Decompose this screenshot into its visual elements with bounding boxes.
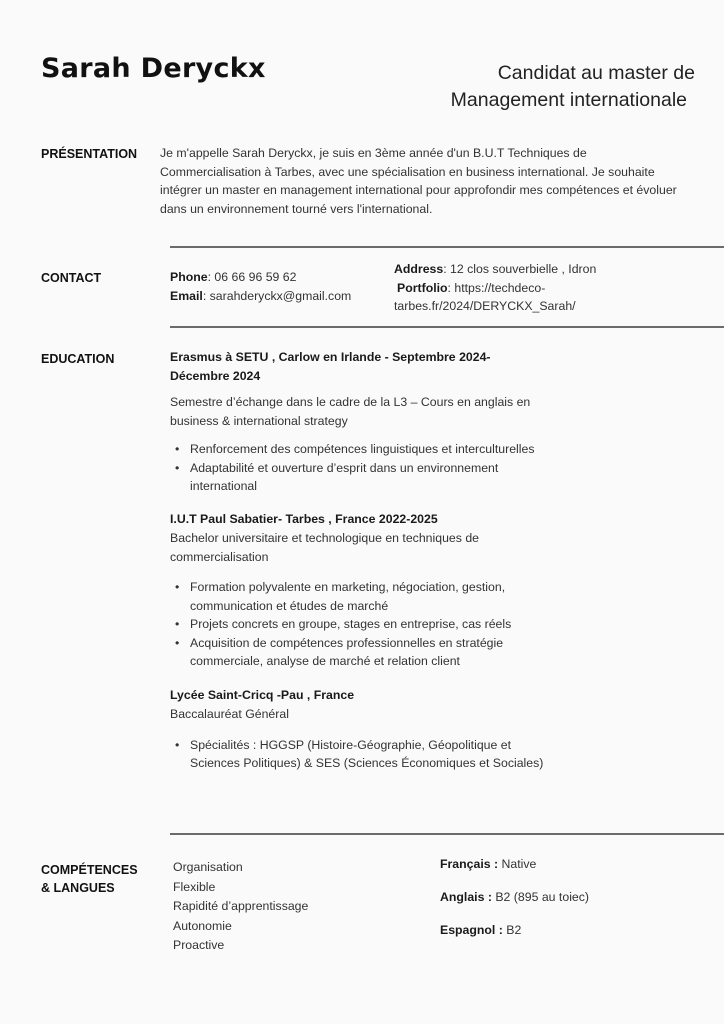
section-label-presentation: PRÉSENTATION: [41, 147, 138, 161]
address-row: [394, 260, 609, 279]
portfolio-row: [394, 279, 609, 316]
skills-label-line-1: COMPÉTENCES: [41, 863, 138, 877]
language-level: B2 (895 au toiec): [491, 890, 590, 904]
role-line-2: Management internationale: [450, 89, 687, 111]
education-entry-title: I.U.T Paul Sabatier- Tarbes , France 2022-2025: [170, 511, 438, 526]
portfolio-link[interactable]: : https://techdeco-tarbes.fr/2024/DERYCKX_Sarah/: [394, 280, 576, 313]
section-label-education: EDUCATION: [41, 352, 115, 366]
target-role: [451, 60, 695, 114]
bullet-item: • Projets concrets en groupe, stages en entreprise, cas réels: [190, 615, 545, 634]
language-level: Native: [498, 857, 537, 871]
skill-item: Flexible: [173, 879, 216, 894]
phone-label: Phone: [170, 270, 208, 284]
education-list: [170, 348, 545, 773]
education-entry-title: Lycée Saint-Cricq -Pau , France: [170, 687, 355, 702]
skill-item: Proactive: [173, 938, 225, 952]
bullet-item: • Acquisition de compétences professionnelles en stratégie commerciale, analyse de marché et relation client: [190, 634, 545, 671]
skill-item: Organisation: [173, 860, 243, 874]
education-entry-bullets: [170, 440, 545, 496]
portfolio-label: Portfolio: [397, 280, 448, 295]
skill-item: Rapidité d’apprentissage: [173, 899, 309, 913]
role-line-1: Candidat au master de: [497, 62, 695, 84]
language-level: B2: [502, 923, 522, 937]
education-entry-bullets: [170, 736, 545, 773]
section-label-contact: CONTACT: [41, 271, 102, 285]
phone-value: : 06 66 96 59 62: [207, 270, 297, 284]
divider: [170, 326, 724, 328]
divider: [170, 833, 724, 835]
contact-right: [394, 260, 609, 316]
presentation-text: Je m'appelle Sarah Deryckx, je suis en 3ème année d'un B.U.T Techniques de Commercialisation à Tarbes, avec une spécialisation en business international. Je souhaite intégrer un master en management international pour approfondir mes compétences et évoluer dans un environnement tourné vers l'international.: [160, 146, 677, 216]
education-entry: [170, 510, 545, 671]
bullet-item: • Spécialités : HGGSP (Histoire-Géographie, Géopolitique et Sciences Politiques) & SES (Sciences Économiques et Sociales): [190, 736, 545, 773]
language-name: Anglais :: [440, 890, 492, 904]
language-name: Français :: [440, 857, 499, 871]
skill-item: Autonomie: [173, 918, 232, 933]
skills-list: [173, 858, 373, 956]
languages-list: [440, 855, 690, 954]
email-row: [170, 287, 380, 306]
divider: [170, 246, 724, 248]
phone-row: [170, 268, 380, 287]
education-entry-title: Erasmus à SETU , Carlow en Irlande - Septembre 2024-Décembre 2024: [170, 350, 491, 383]
education-entry: [170, 348, 545, 496]
email-value[interactable]: : sarahderyckx@gmail.com: [202, 288, 352, 303]
bullet-item: • Formation polyvalente en marketing, négociation, gestion, communication et études de marché: [190, 578, 545, 615]
contact-left: [170, 268, 380, 305]
education-entry-description: Bachelor universitaire et technologique en techniques de commercialisation: [170, 531, 479, 564]
language-item: [440, 921, 690, 939]
education-entry-bullets: [170, 578, 545, 671]
bullet-item: • Renforcement des compétences linguistiques et interculturelles: [190, 440, 545, 459]
address-label: Address: [394, 262, 444, 276]
address-value: : 12 clos souverbielle , Idron: [443, 262, 597, 276]
language-name: Espagnol :: [440, 923, 503, 937]
language-item: [440, 855, 690, 873]
education-entry: [170, 686, 545, 773]
skills-label-line-2: & LANGUES: [41, 881, 115, 895]
section-label-skills: [41, 861, 138, 897]
email-label: Email: [170, 288, 203, 303]
education-entry-description: Semestre d’échange dans le cadre de la L3 – Cours en anglais en business & international strategy: [170, 395, 531, 428]
education-entry-description: Baccalauréat Général: [170, 707, 289, 721]
language-item: [440, 888, 690, 906]
bullet-item: • Adaptabilité et ouverture d’esprit dans un environnement international: [190, 459, 545, 496]
candidate-name: Sarah Deryckx: [41, 53, 266, 84]
